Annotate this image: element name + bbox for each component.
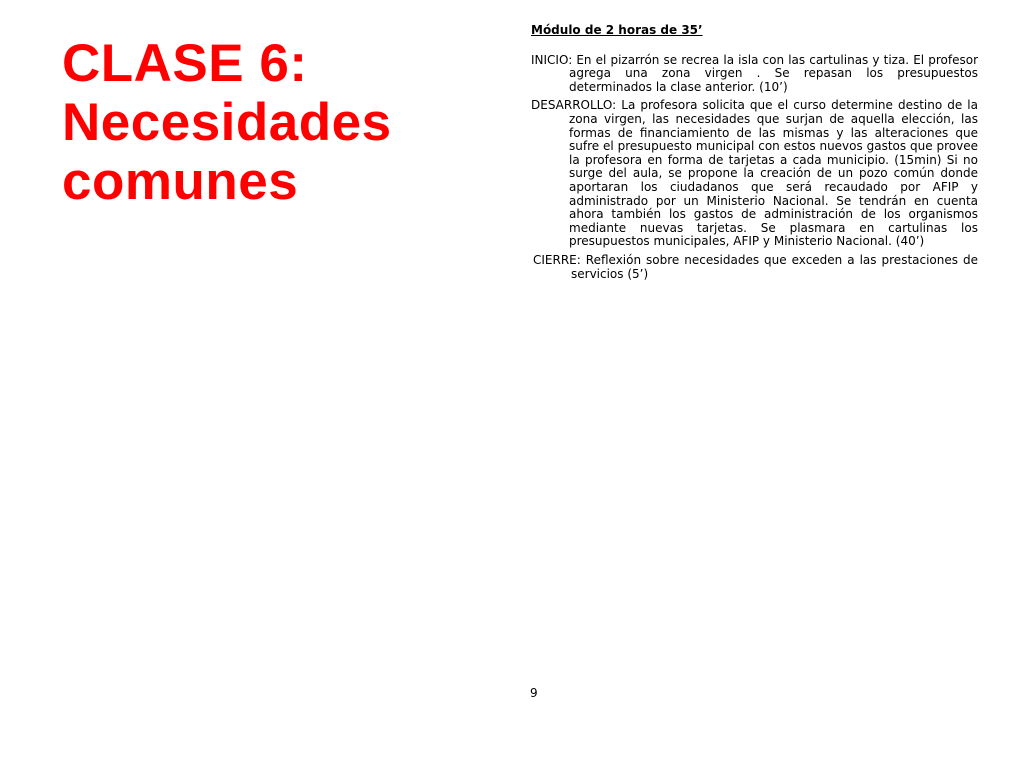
cierre-paragraph: CIERRE: Reflexión sobre necesidades que exceden a las prestaciones de servicios (5’) [533, 252, 978, 281]
inicio-paragraph: INICIO: En el pizarrón se recrea la isla con las cartulinas y tiza. El profesor agrega una zona virgen . Se repasan los presupuestos determinados la clase anterior. (10’) [531, 52, 978, 94]
lesson-title [62, 34, 502, 211]
page-number: 9 [530, 686, 538, 700]
lesson-title-line-1: CLASE 6: [62, 34, 308, 93]
lesson-plan [531, 24, 978, 286]
module-duration-heading: Módulo de 2 horas de 35’ [531, 23, 703, 37]
lesson-title-line-2: Necesidades [62, 93, 392, 152]
desarrollo-paragraph: DESARROLLO: La profesora solicita que el curso determine destino de la zona virgen, las necesidades que surjan de aquella elección, las formas de financiamiento de las mismas y las alteraciones que sufre el presupuesto municipal con estos nuevos gastos que provee la profesora en forma de tarjetas a cada municipio. (15min) Si no surge del aula, se propone la creación de un pozo común donde aportaran los ciudadanos que será recaudado por AFIP y administrado por un Ministerio Nacional. Se tendrán en cuenta ahora también los gastos de administración de los organismos mediante nuevas tarjetas. Se plasmara en cartulinas los presupuestos municipales, AFIP y Ministerio Nacional. (40’) [531, 98, 978, 249]
lesson-title-line-3: comunes [62, 152, 299, 211]
